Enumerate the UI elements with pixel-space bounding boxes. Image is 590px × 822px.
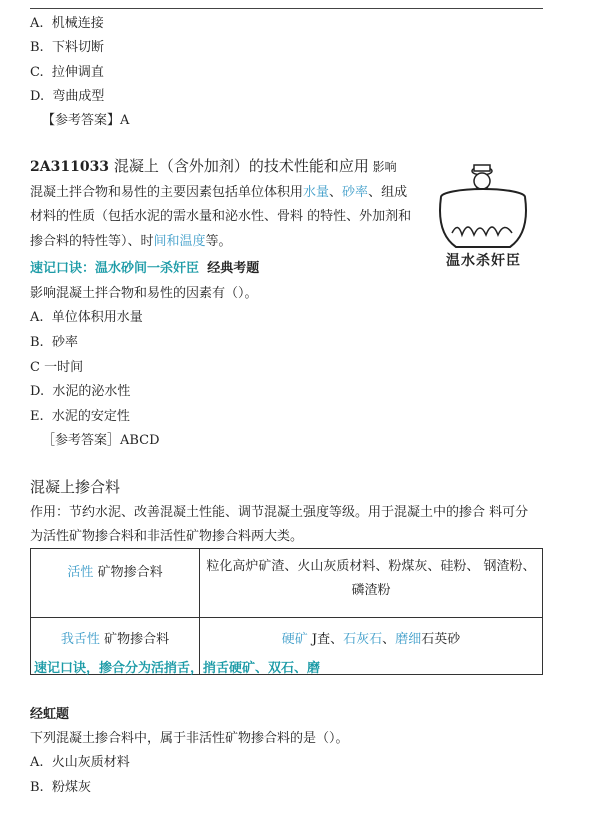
section-code: 2A311033: [30, 159, 110, 175]
section-2-desc-2: 为活性矿物掺合料和非活性矿物掺合料两大类。: [30, 529, 304, 544]
section-title: 混凝上（含外加剂）的技术性能和应用: [109, 157, 369, 175]
option-a: A. 单位体积用水量: [30, 310, 143, 325]
top-rule: [30, 8, 543, 9]
pot-caption: 温水杀奸臣: [446, 253, 521, 269]
section-heading-1: [30, 155, 397, 176]
option-e: E. 水泥的安定性: [30, 409, 130, 424]
keyword-time: 间和温度: [153, 234, 206, 249]
option-d: D. 水泥的泌水性: [30, 384, 131, 399]
cartoon-pot-illustration: [436, 155, 532, 271]
option-b: B. 下料切断: [30, 40, 104, 55]
table-cell-inactive-type: 我舌性 矿物掺合料: [31, 618, 200, 675]
question-3-heading: 经虹题: [30, 707, 70, 722]
table-cell-active-type: 活性 矿物掺合料: [31, 549, 200, 618]
mnemonic-line-1: 速记口诀：温水砂间一杀奸臣 经典考题: [30, 261, 260, 276]
intro-line-4: 掺合料的特性等）、时间和温度等。: [30, 234, 232, 249]
option-a: A. 机械连接: [30, 16, 104, 31]
intro-line-3: 材料的性质（包括水泥的需水量和泌水性、骨料 的特性、外加剂和: [30, 209, 412, 224]
option-a: A. 火山灰质材料: [30, 755, 130, 770]
keyword-water: 水量: [303, 185, 330, 200]
intro-tail: 影响: [368, 160, 397, 174]
option-b: B. 砂率: [30, 335, 78, 350]
section-2-desc-1: 作用：节约水泥、改善混凝土性能、调节混凝土强度等级。用于混凝土中的掺合 料可分: [30, 505, 529, 520]
classic-label: 经典考题: [207, 261, 260, 276]
intro-line-2: 混凝土拌合物和易性的主要因素包括单位体积用水量、砂率、组成: [30, 185, 408, 200]
mnemonic-line-2: 速记口诀，掺合分为活捎舌，捎舌硬矿、双石、磨: [34, 661, 321, 676]
admixture-table: [30, 548, 543, 675]
table-row: [31, 549, 543, 618]
answer-2: ［参考答案］ABCD: [42, 433, 160, 448]
question-2-stem: 影响混凝土拌合物和易性的因素有（）。: [30, 286, 258, 301]
answer-1: 【参考答案】A: [42, 113, 130, 128]
question-3-stem: 下列混凝土掺合料中，属于非活性矿物掺合料的是（）。: [30, 731, 349, 746]
table-cell-inactive-materials: 硬矿 J査、石灰石、磨细石英砂: [200, 618, 543, 675]
option-d: D. 弯曲成型: [30, 89, 105, 104]
section-heading-2: 混凝上掺合料: [30, 478, 121, 496]
keyword-sand: 砂率: [342, 185, 369, 200]
table-cell-active-materials: 粒化高炉矿渣、火山灰质材料、粉煤灰、硅粉、 钢渣粉、 磷渣粉: [200, 549, 543, 618]
option-b: B. 粉煤灰: [30, 780, 91, 795]
option-c: C 一时间: [30, 360, 84, 375]
option-c: C. 拉伸调直: [30, 65, 104, 80]
